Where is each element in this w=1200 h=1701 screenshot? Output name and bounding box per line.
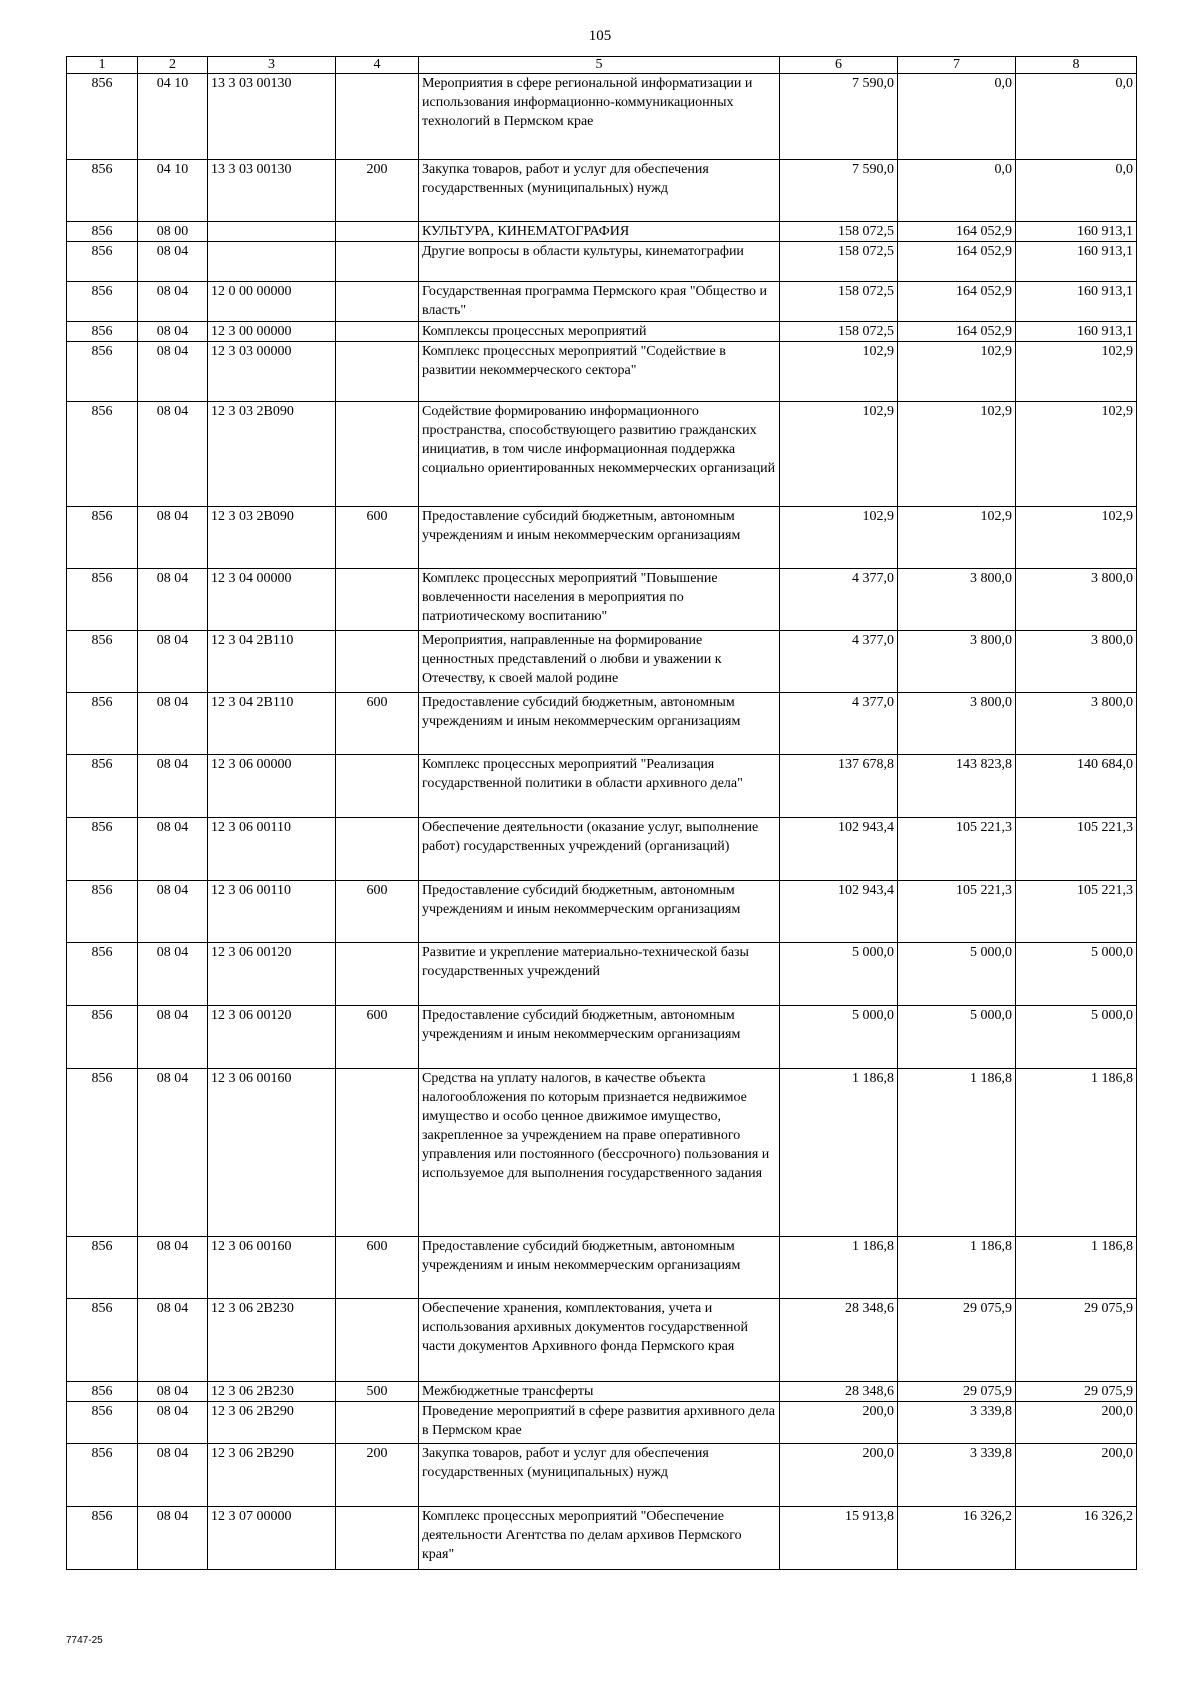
cell-description: Закупка товаров, работ и услуг для обеспечения государственных (муниципальных) нужд bbox=[419, 160, 780, 222]
table-row bbox=[67, 222, 1137, 242]
cell-amount-col8: 160 913,1 bbox=[1016, 242, 1137, 282]
cell-amount-col8: 160 913,1 bbox=[1016, 322, 1137, 342]
cell-expense-type bbox=[336, 943, 419, 1006]
cell-amount-col7: 164 052,9 bbox=[898, 322, 1016, 342]
cell-section-code: 08 04 bbox=[138, 755, 208, 818]
cell-expense-type bbox=[336, 631, 419, 693]
cell-target-article: 12 3 04 2В110 bbox=[208, 693, 336, 755]
table-row bbox=[67, 507, 1137, 569]
cell-target-article bbox=[208, 222, 336, 242]
table-row bbox=[67, 1299, 1137, 1382]
cell-expense-type: 200 bbox=[336, 160, 419, 222]
cell-admin-code: 856 bbox=[67, 74, 138, 160]
cell-amount-col8: 5 000,0 bbox=[1016, 1006, 1137, 1069]
cell-amount-col7: 164 052,9 bbox=[898, 222, 1016, 242]
cell-description: Предоставление субсидий бюджетным, автономным учреждениям и иным некоммерческим организациям bbox=[419, 881, 780, 943]
cell-target-article: 12 3 03 2В090 bbox=[208, 507, 336, 569]
cell-target-article: 13 3 03 00130 bbox=[208, 160, 336, 222]
cell-amount-col7: 3 800,0 bbox=[898, 693, 1016, 755]
cell-admin-code: 856 bbox=[67, 1444, 138, 1507]
cell-section-code: 08 04 bbox=[138, 569, 208, 631]
cell-admin-code: 856 bbox=[67, 569, 138, 631]
cell-section-code: 08 04 bbox=[138, 322, 208, 342]
cell-expense-type bbox=[336, 282, 419, 322]
cell-section-code: 08 04 bbox=[138, 1237, 208, 1299]
cell-target-article: 12 3 06 2В290 bbox=[208, 1444, 336, 1507]
table-row bbox=[67, 569, 1137, 631]
cell-section-code: 08 04 bbox=[138, 242, 208, 282]
cell-description: КУЛЬТУРА, КИНЕМАТОГРАФИЯ bbox=[419, 222, 780, 242]
cell-amount-col7: 5 000,0 bbox=[898, 1006, 1016, 1069]
cell-amount-col6: 7 590,0 bbox=[780, 160, 898, 222]
cell-amount-col7: 29 075,9 bbox=[898, 1299, 1016, 1382]
cell-target-article: 12 3 03 00000 bbox=[208, 342, 336, 402]
cell-admin-code: 856 bbox=[67, 322, 138, 342]
cell-description: Мероприятия в сфере региональной информатизации и использования информационно-коммуникационных технологий в Пермском крае bbox=[419, 74, 780, 160]
cell-description: Комплекс процессных мероприятий "Повышение вовлеченности населения в мероприятия по патриотическому воспитанию" bbox=[419, 569, 780, 631]
cell-amount-col8: 3 800,0 bbox=[1016, 569, 1137, 631]
cell-amount-col6: 5 000,0 bbox=[780, 1006, 898, 1069]
cell-admin-code: 856 bbox=[67, 222, 138, 242]
cell-section-code: 08 04 bbox=[138, 693, 208, 755]
cell-description: Проведение мероприятий в сфере развития архивного дела в Пермском крае bbox=[419, 1402, 780, 1444]
cell-amount-col7: 105 221,3 bbox=[898, 881, 1016, 943]
cell-description: Средства на уплату налогов, в качестве объекта налогообложения по которым признается недвижимое имущество и особо ценное движимое имущество, закрепленное за учреждением на праве оперативного управления или постоянного (бессрочного) пользования и используемое для выполнения государственного задания bbox=[419, 1069, 780, 1237]
cell-amount-col8: 3 800,0 bbox=[1016, 631, 1137, 693]
column-header-6: 6 bbox=[780, 57, 898, 74]
table-row bbox=[67, 1069, 1137, 1237]
cell-amount-col6: 158 072,5 bbox=[780, 282, 898, 322]
cell-section-code: 08 00 bbox=[138, 222, 208, 242]
cell-amount-col6: 102,9 bbox=[780, 507, 898, 569]
cell-target-article: 12 3 06 00110 bbox=[208, 818, 336, 881]
table-row bbox=[67, 1444, 1137, 1507]
cell-amount-col7: 0,0 bbox=[898, 160, 1016, 222]
column-header-7: 7 bbox=[898, 57, 1016, 74]
cell-amount-col8: 1 186,8 bbox=[1016, 1069, 1137, 1237]
cell-target-article: 12 3 06 00120 bbox=[208, 943, 336, 1006]
cell-amount-col7: 105 221,3 bbox=[898, 818, 1016, 881]
cell-amount-col7: 3 339,8 bbox=[898, 1444, 1016, 1507]
column-header-1: 1 bbox=[67, 57, 138, 74]
table-row bbox=[67, 160, 1137, 222]
cell-amount-col8: 105 221,3 bbox=[1016, 818, 1137, 881]
cell-expense-type: 500 bbox=[336, 1382, 419, 1402]
cell-target-article: 12 3 00 00000 bbox=[208, 322, 336, 342]
cell-expense-type: 600 bbox=[336, 507, 419, 569]
cell-amount-col8: 160 913,1 bbox=[1016, 222, 1137, 242]
cell-target-article: 12 3 07 00000 bbox=[208, 1507, 336, 1570]
cell-target-article: 12 3 04 2В110 bbox=[208, 631, 336, 693]
cell-section-code: 08 04 bbox=[138, 631, 208, 693]
cell-amount-col7: 5 000,0 bbox=[898, 943, 1016, 1006]
cell-target-article: 12 3 06 2В230 bbox=[208, 1299, 336, 1382]
cell-expense-type bbox=[336, 402, 419, 507]
cell-expense-type bbox=[336, 1402, 419, 1444]
cell-amount-col8: 102,9 bbox=[1016, 507, 1137, 569]
table-row bbox=[67, 1382, 1137, 1402]
cell-amount-col7: 0,0 bbox=[898, 74, 1016, 160]
cell-amount-col8: 5 000,0 bbox=[1016, 943, 1137, 1006]
table-row bbox=[67, 74, 1137, 160]
cell-expense-type: 600 bbox=[336, 1006, 419, 1069]
cell-amount-col6: 4 377,0 bbox=[780, 569, 898, 631]
cell-expense-type bbox=[336, 342, 419, 402]
cell-section-code: 04 10 bbox=[138, 160, 208, 222]
cell-amount-col8: 3 800,0 bbox=[1016, 693, 1137, 755]
cell-amount-col6: 15 913,8 bbox=[780, 1507, 898, 1570]
cell-section-code: 08 04 bbox=[138, 1444, 208, 1507]
cell-admin-code: 856 bbox=[67, 1382, 138, 1402]
cell-amount-col8: 1 186,8 bbox=[1016, 1237, 1137, 1299]
cell-admin-code: 856 bbox=[67, 160, 138, 222]
cell-amount-col8: 160 913,1 bbox=[1016, 282, 1137, 322]
cell-section-code: 08 04 bbox=[138, 943, 208, 1006]
cell-admin-code: 856 bbox=[67, 242, 138, 282]
document-code: 7747-25 bbox=[66, 1635, 103, 1646]
cell-admin-code: 856 bbox=[67, 1237, 138, 1299]
cell-amount-col7: 3 800,0 bbox=[898, 569, 1016, 631]
table-row bbox=[67, 818, 1137, 881]
cell-amount-col7: 29 075,9 bbox=[898, 1382, 1016, 1402]
table-row bbox=[67, 242, 1137, 282]
cell-target-article: 12 3 03 2В090 bbox=[208, 402, 336, 507]
table-row bbox=[67, 322, 1137, 342]
cell-admin-code: 856 bbox=[67, 282, 138, 322]
cell-admin-code: 856 bbox=[67, 943, 138, 1006]
cell-amount-col6: 7 590,0 bbox=[780, 74, 898, 160]
cell-section-code: 08 04 bbox=[138, 1507, 208, 1570]
cell-admin-code: 856 bbox=[67, 631, 138, 693]
cell-amount-col8: 105 221,3 bbox=[1016, 881, 1137, 943]
cell-description: Комплекс процессных мероприятий "Обеспечение деятельности Агентства по делам архивов Пермского края" bbox=[419, 1507, 780, 1570]
page-number: 105 bbox=[588, 28, 612, 44]
cell-section-code: 04 10 bbox=[138, 74, 208, 160]
cell-description: Предоставление субсидий бюджетным, автономным учреждениям и иным некоммерческим организациям bbox=[419, 693, 780, 755]
cell-description: Закупка товаров, работ и услуг для обеспечения государственных (муниципальных) нужд bbox=[419, 1444, 780, 1507]
cell-amount-col7: 102,9 bbox=[898, 402, 1016, 507]
cell-admin-code: 856 bbox=[67, 1507, 138, 1570]
cell-description: Обеспечение деятельности (оказание услуг, выполнение работ) государственных учреждений (организаций) bbox=[419, 818, 780, 881]
cell-target-article: 12 3 06 2В290 bbox=[208, 1402, 336, 1444]
cell-expense-type: 600 bbox=[336, 881, 419, 943]
cell-amount-col6: 158 072,5 bbox=[780, 242, 898, 282]
cell-expense-type bbox=[336, 755, 419, 818]
table-row bbox=[67, 1006, 1137, 1069]
table-row bbox=[67, 402, 1137, 507]
cell-target-article: 12 3 04 00000 bbox=[208, 569, 336, 631]
cell-amount-col6: 158 072,5 bbox=[780, 222, 898, 242]
cell-amount-col7: 102,9 bbox=[898, 342, 1016, 402]
cell-section-code: 08 04 bbox=[138, 818, 208, 881]
cell-amount-col8: 16 326,2 bbox=[1016, 1507, 1137, 1570]
cell-section-code: 08 04 bbox=[138, 282, 208, 322]
cell-section-code: 08 04 bbox=[138, 1402, 208, 1444]
cell-section-code: 08 04 bbox=[138, 507, 208, 569]
budget-table bbox=[66, 56, 1137, 1570]
cell-expense-type: 600 bbox=[336, 1237, 419, 1299]
cell-expense-type bbox=[336, 322, 419, 342]
cell-target-article: 12 3 06 2В230 bbox=[208, 1382, 336, 1402]
cell-amount-col7: 3 339,8 bbox=[898, 1402, 1016, 1444]
cell-admin-code: 856 bbox=[67, 755, 138, 818]
table-header-row bbox=[67, 57, 1137, 74]
cell-description: Мероприятия, направленные на формирование ценностных представлений о любви и уважении к Отечеству, к своей малой родине bbox=[419, 631, 780, 693]
cell-description: Комплекс процессных мероприятий "Содействие в развитии некоммерческого сектора" bbox=[419, 342, 780, 402]
table-row bbox=[67, 342, 1137, 402]
table-row bbox=[67, 693, 1137, 755]
cell-description: Межбюджетные трансферты bbox=[419, 1382, 780, 1402]
cell-section-code: 08 04 bbox=[138, 342, 208, 402]
cell-amount-col8: 0,0 bbox=[1016, 160, 1137, 222]
cell-amount-col7: 3 800,0 bbox=[898, 631, 1016, 693]
column-header-8: 8 bbox=[1016, 57, 1137, 74]
table-row bbox=[67, 881, 1137, 943]
cell-amount-col6: 102,9 bbox=[780, 402, 898, 507]
cell-amount-col7: 16 326,2 bbox=[898, 1507, 1016, 1570]
cell-admin-code: 856 bbox=[67, 1402, 138, 1444]
cell-amount-col7: 164 052,9 bbox=[898, 242, 1016, 282]
cell-target-article: 13 3 03 00130 bbox=[208, 74, 336, 160]
cell-amount-col8: 140 684,0 bbox=[1016, 755, 1137, 818]
cell-admin-code: 856 bbox=[67, 1299, 138, 1382]
cell-amount-col7: 102,9 bbox=[898, 507, 1016, 569]
cell-expense-type bbox=[336, 242, 419, 282]
cell-expense-type: 200 bbox=[336, 1444, 419, 1507]
cell-section-code: 08 04 bbox=[138, 1006, 208, 1069]
cell-section-code: 08 04 bbox=[138, 1069, 208, 1237]
cell-target-article: 12 3 06 00000 bbox=[208, 755, 336, 818]
cell-section-code: 08 04 bbox=[138, 402, 208, 507]
cell-target-article: 12 0 00 00000 bbox=[208, 282, 336, 322]
table-row bbox=[67, 1237, 1137, 1299]
cell-description: Другие вопросы в области культуры, кинематографии bbox=[419, 242, 780, 282]
cell-target-article: 12 3 06 00160 bbox=[208, 1069, 336, 1237]
table-row bbox=[67, 755, 1137, 818]
cell-expense-type bbox=[336, 1507, 419, 1570]
table-row bbox=[67, 943, 1137, 1006]
cell-target-article: 12 3 06 00110 bbox=[208, 881, 336, 943]
column-header-2: 2 bbox=[138, 57, 208, 74]
cell-admin-code: 856 bbox=[67, 881, 138, 943]
table-row bbox=[67, 1402, 1137, 1444]
cell-amount-col6: 158 072,5 bbox=[780, 322, 898, 342]
cell-amount-col6: 102 943,4 bbox=[780, 818, 898, 881]
cell-admin-code: 856 bbox=[67, 693, 138, 755]
cell-expense-type bbox=[336, 74, 419, 160]
cell-amount-col7: 1 186,8 bbox=[898, 1237, 1016, 1299]
cell-amount-col7: 164 052,9 bbox=[898, 282, 1016, 322]
cell-description: Государственная программа Пермского края "Общество и власть" bbox=[419, 282, 780, 322]
table-body bbox=[67, 74, 1137, 1570]
table-row bbox=[67, 631, 1137, 693]
cell-description: Развитие и укрепление материально-технической базы государственных учреждений bbox=[419, 943, 780, 1006]
cell-admin-code: 856 bbox=[67, 818, 138, 881]
cell-amount-col6: 4 377,0 bbox=[780, 631, 898, 693]
cell-admin-code: 856 bbox=[67, 342, 138, 402]
column-header-5: 5 bbox=[419, 57, 780, 74]
cell-description: Обеспечение хранения, комплектования, учета и использования архивных документов государственной части документов Архивного фонда Пермского края bbox=[419, 1299, 780, 1382]
cell-admin-code: 856 bbox=[67, 507, 138, 569]
cell-section-code: 08 04 bbox=[138, 881, 208, 943]
table-row bbox=[67, 282, 1137, 322]
cell-section-code: 08 04 bbox=[138, 1382, 208, 1402]
cell-description: Комплексы процессных мероприятий bbox=[419, 322, 780, 342]
cell-amount-col8: 0,0 bbox=[1016, 74, 1137, 160]
cell-amount-col6: 28 348,6 bbox=[780, 1299, 898, 1382]
column-header-3: 3 bbox=[208, 57, 336, 74]
cell-expense-type bbox=[336, 1069, 419, 1237]
cell-amount-col6: 1 186,8 bbox=[780, 1069, 898, 1237]
cell-expense-type bbox=[336, 569, 419, 631]
cell-amount-col8: 102,9 bbox=[1016, 402, 1137, 507]
cell-amount-col6: 102 943,4 bbox=[780, 881, 898, 943]
cell-admin-code: 856 bbox=[67, 1006, 138, 1069]
cell-amount-col6: 102,9 bbox=[780, 342, 898, 402]
table-row bbox=[67, 1507, 1137, 1570]
cell-description: Предоставление субсидий бюджетным, автономным учреждениям и иным некоммерческим организациям bbox=[419, 1237, 780, 1299]
cell-amount-col6: 1 186,8 bbox=[780, 1237, 898, 1299]
cell-expense-type: 600 bbox=[336, 693, 419, 755]
cell-description: Предоставление субсидий бюджетным, автономным учреждениям и иным некоммерческим организациям bbox=[419, 1006, 780, 1069]
cell-amount-col8: 102,9 bbox=[1016, 342, 1137, 402]
cell-admin-code: 856 bbox=[67, 402, 138, 507]
cell-admin-code: 856 bbox=[67, 1069, 138, 1237]
cell-amount-col8: 29 075,9 bbox=[1016, 1299, 1137, 1382]
cell-description: Комплекс процессных мероприятий "Реализация государственной политики в области архивного дела" bbox=[419, 755, 780, 818]
cell-amount-col6: 137 678,8 bbox=[780, 755, 898, 818]
cell-amount-col7: 1 186,8 bbox=[898, 1069, 1016, 1237]
cell-amount-col8: 200,0 bbox=[1016, 1444, 1137, 1507]
cell-target-article: 12 3 06 00120 bbox=[208, 1006, 336, 1069]
cell-amount-col8: 200,0 bbox=[1016, 1402, 1137, 1444]
cell-expense-type bbox=[336, 1299, 419, 1382]
column-header-4: 4 bbox=[336, 57, 419, 74]
cell-amount-col7: 143 823,8 bbox=[898, 755, 1016, 818]
cell-amount-col6: 200,0 bbox=[780, 1444, 898, 1507]
cell-section-code: 08 04 bbox=[138, 1299, 208, 1382]
cell-expense-type bbox=[336, 818, 419, 881]
cell-amount-col6: 28 348,6 bbox=[780, 1382, 898, 1402]
cell-target-article: 12 3 06 00160 bbox=[208, 1237, 336, 1299]
cell-description: Содействие формированию информационного пространства, способствующего развитию гражданских инициатив, в том числе информационная поддержка социально ориентированных некоммерческих организаций bbox=[419, 402, 780, 507]
cell-amount-col6: 200,0 bbox=[780, 1402, 898, 1444]
cell-expense-type bbox=[336, 222, 419, 242]
cell-description: Предоставление субсидий бюджетным, автономным учреждениям и иным некоммерческим организациям bbox=[419, 507, 780, 569]
cell-amount-col8: 29 075,9 bbox=[1016, 1382, 1137, 1402]
cell-target-article bbox=[208, 242, 336, 282]
cell-amount-col6: 4 377,0 bbox=[780, 693, 898, 755]
cell-amount-col6: 5 000,0 bbox=[780, 943, 898, 1006]
